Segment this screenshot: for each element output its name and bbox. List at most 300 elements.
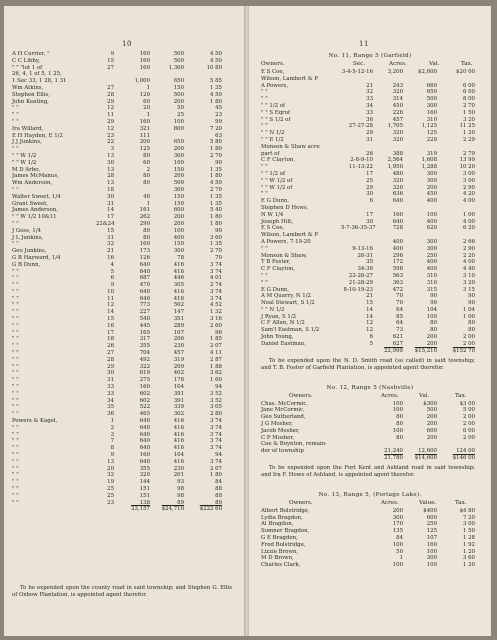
table-cell: 1 — [399, 555, 403, 562]
table-cell: 2 70 — [209, 186, 222, 193]
table-cell: 125 — [426, 528, 437, 535]
table-cell: 201 — [173, 472, 184, 479]
table-cell: 300 — [426, 102, 437, 109]
table-row — [4, 146, 245, 153]
table-cell: C F Clayton, — [261, 266, 295, 273]
table-cell: 3 20 — [462, 279, 475, 286]
table-cell: 21,240 — [384, 448, 403, 455]
table-cell: 200 — [426, 434, 437, 441]
table-cell: 650 — [426, 89, 437, 96]
table-cell: 416 — [173, 295, 184, 302]
table-cell: 33 — [107, 384, 114, 391]
table-cell: $222 60 — [199, 506, 222, 513]
table-cell: 620 — [426, 225, 437, 232]
left-expenditure-note: To be expended upon the county road in said township; and Stephen G. Ellis of Oxbow Plantation, is appointed agent therefor. — [12, 585, 232, 599]
table-cell: 1 — [146, 200, 150, 207]
table-row — [4, 330, 245, 337]
table-cell: 16 — [107, 254, 114, 261]
table-cell: 28 — [107, 173, 114, 180]
table-row — [249, 307, 491, 314]
table-cell: 3 00 — [462, 170, 475, 177]
column-header: Tax. — [461, 61, 473, 67]
table-cell: 33 — [366, 109, 373, 116]
table-cell: 1 20 — [462, 548, 475, 555]
table-cell: 300 — [173, 186, 184, 193]
table-cell: Sam'l Eastman, S 1/2 — [261, 327, 320, 334]
table-cell: 12 — [366, 320, 373, 327]
table-cell: Charles Clark, — [261, 562, 301, 569]
section-title: No. 13, Range 5, (Portage Lake). — [318, 491, 422, 498]
table-cell: 640 — [139, 295, 150, 302]
table-cell: 600 — [173, 207, 184, 214]
table-cell: 1 35 — [209, 84, 222, 91]
table-cell: 8 — [110, 445, 114, 452]
table-cell: 161 — [139, 207, 150, 214]
table-cell: 300 — [426, 177, 437, 184]
table-cell: Wm Anderson, — [12, 180, 53, 187]
table-cell: 5 85 — [209, 78, 222, 85]
table-cell: 640 — [139, 261, 150, 268]
table-row — [249, 508, 491, 515]
table-row — [249, 414, 491, 421]
table-cell: " " W 1/2 10&11 — [12, 214, 57, 221]
column-headers — [249, 393, 491, 400]
table-cell: 80 — [396, 414, 403, 421]
table-cell: 2 90 — [462, 184, 475, 191]
table-cell: 33 — [107, 390, 114, 397]
table-cell: 30 — [107, 159, 114, 166]
table-cell: " " — [12, 384, 19, 391]
table-cell: Monson & Shaw, — [261, 252, 308, 259]
table-cell: 19 — [107, 479, 114, 486]
table-cell: 300 — [426, 245, 437, 252]
table-row — [4, 466, 245, 473]
table-cell: 80 — [430, 320, 437, 327]
table-cell: " " — [261, 89, 268, 96]
table-cell: 500 — [173, 180, 184, 187]
table-cell: 2 74 — [209, 282, 222, 289]
table-cell: 25 — [177, 112, 184, 119]
table-cell: 627 — [392, 340, 403, 347]
table-row — [249, 76, 491, 83]
table-cell: 99 — [215, 118, 222, 125]
table-cell: $300 — [423, 400, 437, 407]
table-cell: 416 — [173, 418, 184, 425]
table-cell: A H Currier, " — [12, 51, 50, 57]
table-cell: Ira Willard, — [12, 125, 44, 132]
table-cell: 1 80 — [209, 220, 222, 227]
table-cell: 100 — [426, 562, 437, 569]
table-cell: 160 — [139, 51, 150, 57]
table-cell: 150 — [173, 166, 184, 173]
table-cell: 1 32 — [209, 309, 222, 316]
table-cell: 492 — [139, 356, 150, 363]
table-cell: 36 — [107, 411, 114, 418]
table-cell: 314 — [392, 96, 403, 103]
table-cell: $146 00 — [452, 454, 475, 461]
table-cell: " " "lot 1 of — [12, 64, 43, 71]
table-cell: 28 — [107, 356, 114, 363]
table-cell: 33 — [366, 96, 373, 103]
table-cell: 6 — [110, 275, 114, 282]
table-cell: 150 — [173, 200, 184, 207]
table-cell: Stephen D Hews, — [261, 204, 309, 211]
table-cell: 400 — [426, 259, 437, 266]
table-cell: 230 — [173, 343, 184, 350]
table-cell: Wm Atkins, — [12, 84, 44, 91]
table-cell: 209 — [173, 363, 184, 370]
table-cell: 34-36 — [357, 266, 373, 273]
table-cell: 250 — [426, 521, 437, 528]
table-cell: 704 — [139, 350, 150, 357]
table-row — [249, 219, 491, 226]
table-cell: 17 — [107, 214, 114, 221]
table-cell: " " — [12, 329, 19, 336]
table-row — [4, 425, 245, 432]
table-cell: 160 — [392, 211, 403, 218]
table-cell: 650 — [173, 78, 184, 85]
table-cell: 320 — [392, 89, 403, 96]
table-cell: 2 80 — [209, 411, 222, 418]
table-cell: Neal Stewart, S 1/2 — [261, 300, 315, 307]
table-cell: 35 — [107, 404, 114, 411]
table-row — [249, 164, 491, 171]
table-cell: 4 — [110, 261, 114, 268]
table-row — [249, 225, 491, 232]
left-tax-table — [4, 51, 245, 513]
table-row — [249, 320, 491, 327]
table-cell: " " — [12, 336, 19, 343]
table-row — [249, 448, 491, 455]
table-cell: Stephen Ellis, — [12, 91, 50, 98]
table-cell: 296 — [392, 252, 403, 259]
table-cell: 1,125 — [421, 123, 437, 130]
table-cell: 1 — [146, 112, 150, 119]
table-row — [4, 486, 245, 493]
table-cell: 1 80 — [209, 98, 222, 105]
table-cell: 160 — [139, 241, 150, 248]
table-cell: " " S Eqrof — [261, 109, 290, 116]
table-cell: 200 — [426, 414, 437, 421]
table-cell: 10 80 — [206, 64, 222, 71]
table-cell: 6 20 — [462, 225, 475, 232]
table-cell: 111 — [139, 132, 150, 139]
table-row — [4, 343, 245, 350]
table-cell: 687 — [139, 275, 150, 282]
table-cell: 23 — [215, 112, 222, 119]
table-cell: 2 29 — [462, 136, 475, 143]
table-cell: 200 — [173, 214, 184, 221]
section-rows — [249, 69, 491, 354]
table-cell: 89 — [177, 499, 184, 506]
table-cell: 321 — [139, 125, 150, 132]
table-cell: 5 — [110, 268, 114, 275]
page-number-left: 10 — [122, 40, 132, 48]
table-cell: 22&24 — [96, 220, 115, 227]
table-cell: 600 — [426, 514, 437, 521]
table-cell: J Goss, 1/4 — [12, 227, 42, 234]
table-cell: 15 — [366, 300, 373, 307]
table-cell: 1 85 — [209, 336, 222, 343]
table-cell: 12 — [107, 302, 114, 309]
column-header: Owners. — [261, 61, 285, 67]
table-row — [4, 221, 245, 228]
table-cell: J J Junkins, — [12, 139, 42, 146]
table-row — [4, 398, 245, 405]
table-cell: 22 — [107, 139, 114, 146]
table-cell: 8 00 — [462, 96, 475, 103]
table-cell: " " — [12, 105, 19, 112]
table-cell: 73 — [396, 327, 403, 334]
table-cell: 96 — [215, 329, 222, 336]
table-cell: C F Allen, N 1/2 — [261, 320, 305, 327]
column-header: Tax. — [455, 499, 467, 506]
table-cell: 172 — [392, 259, 403, 266]
table-cell: 300 — [173, 152, 184, 159]
table-cell: 1 88 — [209, 363, 222, 370]
table-cell: 1 92 — [462, 541, 475, 548]
table-cell: " " — [261, 191, 268, 198]
table-cell: A Powers, — [261, 82, 289, 89]
table-row — [249, 287, 491, 294]
table-row — [249, 212, 491, 219]
table-cell: 3 74 — [209, 418, 222, 425]
table-cell: 1 80 — [209, 214, 222, 221]
table-cell: 3 74 — [209, 438, 222, 445]
table-cell: 31 — [366, 136, 373, 143]
table-row — [4, 472, 245, 479]
table-cell: 2 — [146, 166, 150, 173]
table-row — [249, 69, 491, 76]
table-cell: 310 — [426, 279, 437, 286]
table-cell: 34 — [366, 102, 373, 109]
table-cell: 9-13-16 — [352, 245, 373, 252]
table-row — [249, 89, 491, 96]
total-row — [4, 506, 245, 513]
table-cell: Lydia Bragdon, — [261, 514, 303, 521]
table-cell: 400 — [392, 245, 403, 252]
table-cell: 138 — [139, 499, 150, 506]
table-row — [249, 421, 491, 428]
table-cell: 230 — [173, 465, 184, 472]
table-cell: " " — [12, 302, 19, 309]
table-cell: 14 — [107, 207, 114, 214]
table-cell: " " — [12, 309, 19, 316]
table-cell: 170 — [392, 521, 403, 528]
table-cell: 289 — [173, 322, 184, 329]
table-cell: 80 — [396, 420, 403, 427]
column-header: Owners. — [289, 499, 313, 506]
table-cell: 14 — [366, 306, 373, 313]
table-cell: " " — [261, 279, 268, 286]
table-cell: 26, 4, 1 of 5, 1 25, — [12, 71, 62, 78]
table-cell: 100 — [392, 541, 403, 548]
table-cell: 84 — [215, 479, 222, 486]
table-row — [4, 235, 245, 242]
table-cell: 502 — [173, 302, 184, 309]
table-cell: 4 11 — [209, 350, 222, 357]
table-row — [249, 239, 491, 246]
table-cell: 3 10 — [462, 272, 475, 279]
table-cell: 15 — [107, 316, 114, 323]
table-cell: 5 40 — [209, 207, 222, 214]
table-cell: 100 — [426, 313, 437, 320]
table-cell: 9 — [110, 51, 114, 57]
table-cell: 2 20 — [462, 252, 475, 259]
table-cell: 290 — [139, 220, 150, 227]
table-cell: 636 — [392, 191, 403, 198]
table-cell: 12,600 — [418, 448, 437, 455]
table-cell: " " — [12, 479, 19, 486]
table-cell: " " — [12, 452, 19, 459]
table-cell: 151 — [139, 492, 150, 499]
table-cell: 80 — [468, 320, 475, 327]
table-row — [4, 384, 245, 391]
table-cell: " " W 1/2 of — [261, 177, 293, 184]
table-cell: " " — [12, 370, 19, 377]
table-cell: $4 80 — [459, 507, 475, 514]
table-row — [4, 65, 245, 72]
table-cell: 1 50 — [462, 528, 475, 535]
table-cell: 147 — [173, 309, 184, 316]
table-cell: 500 — [173, 57, 184, 64]
table-cell: 3 74 — [209, 431, 222, 438]
table-cell: " " — [261, 123, 268, 130]
table-row — [4, 58, 245, 65]
table-cell: " " — [12, 112, 19, 119]
section-title: No. 11, Range 5 (Garfield) — [328, 53, 412, 59]
table-row — [4, 187, 245, 194]
table-cell: 4 20 — [462, 191, 475, 198]
table-cell: 640 — [392, 198, 403, 205]
table-cell: $400 — [423, 507, 437, 514]
table-cell: 100 — [392, 400, 403, 407]
table-row — [4, 302, 245, 309]
table-cell: 85 — [396, 313, 403, 320]
table-cell: J G Mosher, — [261, 420, 293, 427]
table-cell: 1 20 — [462, 562, 475, 569]
table-row — [249, 103, 491, 110]
table-row — [249, 137, 491, 144]
table-cell: 200 — [426, 334, 437, 341]
table-cell: " " W 1/2 — [12, 152, 37, 159]
table-cell: " " — [12, 390, 19, 397]
table-cell: 206 — [173, 336, 184, 343]
total-row — [249, 455, 491, 462]
table-cell: 28 — [107, 91, 114, 98]
table-cell: 5-7-36-35-37 — [341, 225, 376, 232]
table-row — [249, 549, 491, 556]
table-cell: 32 — [366, 89, 373, 96]
table-cell: 100 — [426, 548, 437, 555]
table-cell: 310 — [426, 116, 437, 123]
table-row — [249, 341, 491, 348]
column-header: Acres. — [381, 499, 399, 506]
table-cell: 90 — [430, 293, 437, 300]
table-cell: " " — [261, 164, 268, 171]
table-cell: 416 — [173, 288, 184, 295]
table-cell: 2 66 — [462, 238, 475, 245]
table-cell: 500 — [173, 51, 184, 57]
table-cell: $3 00 — [459, 400, 475, 407]
table-cell: 457 — [392, 116, 403, 123]
table-cell: 800 — [173, 125, 184, 132]
table-cell: A Powers, 7-19-20 — [261, 238, 311, 245]
table-row — [4, 316, 245, 323]
column-header: Acres. — [389, 61, 407, 67]
table-cell: " " N 1/2 — [261, 306, 285, 313]
table-cell: 200 — [173, 220, 184, 227]
table-cell: C C Libby, — [12, 57, 40, 64]
table-cell: 355 — [139, 465, 150, 472]
section-rows — [249, 508, 491, 569]
table-cell: 64 — [396, 306, 403, 313]
table-cell: 300 — [426, 238, 437, 245]
table-cell: " " — [12, 282, 19, 289]
table-cell: 14 — [366, 313, 373, 320]
table-cell: 25 — [107, 492, 114, 499]
table-cell: 80 — [143, 173, 150, 180]
table-cell: 90 — [215, 227, 222, 234]
table-cell: 88 — [215, 486, 222, 492]
table-cell: 320 — [139, 472, 150, 479]
table-cell: 165 — [139, 329, 150, 336]
table-cell: 100 — [426, 211, 437, 218]
table-cell: 1 00 — [462, 313, 475, 320]
table-cell: 1 20 — [462, 130, 475, 137]
table-cell: 13 — [107, 166, 114, 173]
table-row — [249, 259, 491, 266]
table-cell: James McManus, — [12, 173, 59, 180]
table-cell: 30 — [366, 191, 373, 198]
table-cell: 100 — [392, 562, 403, 569]
table-row — [249, 151, 491, 158]
table-cell: 2 — [110, 424, 114, 431]
table-row — [4, 126, 245, 133]
table-cell: " " — [12, 465, 19, 472]
table-cell: part of — [261, 150, 280, 157]
table-cell: 50 — [396, 548, 403, 555]
table-cell: " " — [12, 220, 19, 227]
table-cell: 31 — [107, 377, 114, 384]
table-cell: 416 — [173, 424, 184, 431]
column-header: Acres. — [381, 392, 399, 399]
table-row — [249, 314, 491, 321]
table-cell: 391 — [173, 390, 184, 397]
table-row — [249, 123, 491, 130]
table-cell: 3 74 — [209, 295, 222, 302]
table-cell: 2 70 — [209, 248, 222, 255]
table-cell: 144 — [139, 479, 150, 486]
table-cell: " " E 1/2 — [261, 136, 284, 143]
table-row — [4, 438, 245, 445]
table-row — [4, 180, 245, 187]
expenditure-note: To be expended upon the Fort Kent and Ashland road in said township; and Ira F. Howe of Ashland, is appointed agent therefor. — [261, 464, 475, 478]
table-cell: 445 — [139, 322, 150, 329]
table-cell: 4 50 — [209, 180, 222, 187]
table-cell: " " — [12, 377, 19, 384]
table-cell: 4 00 — [462, 259, 475, 266]
table-row — [4, 214, 245, 221]
table-cell: 450 — [426, 191, 437, 198]
column-header: Val. — [429, 61, 440, 67]
table-cell: 6 — [369, 334, 373, 341]
table-cell: 2 00 — [462, 340, 475, 347]
table-cell: E S Coe, — [261, 69, 285, 75]
table-cell: 351 — [173, 316, 184, 323]
table-cell: 107 — [426, 534, 437, 541]
table-cell: " " — [12, 499, 19, 506]
